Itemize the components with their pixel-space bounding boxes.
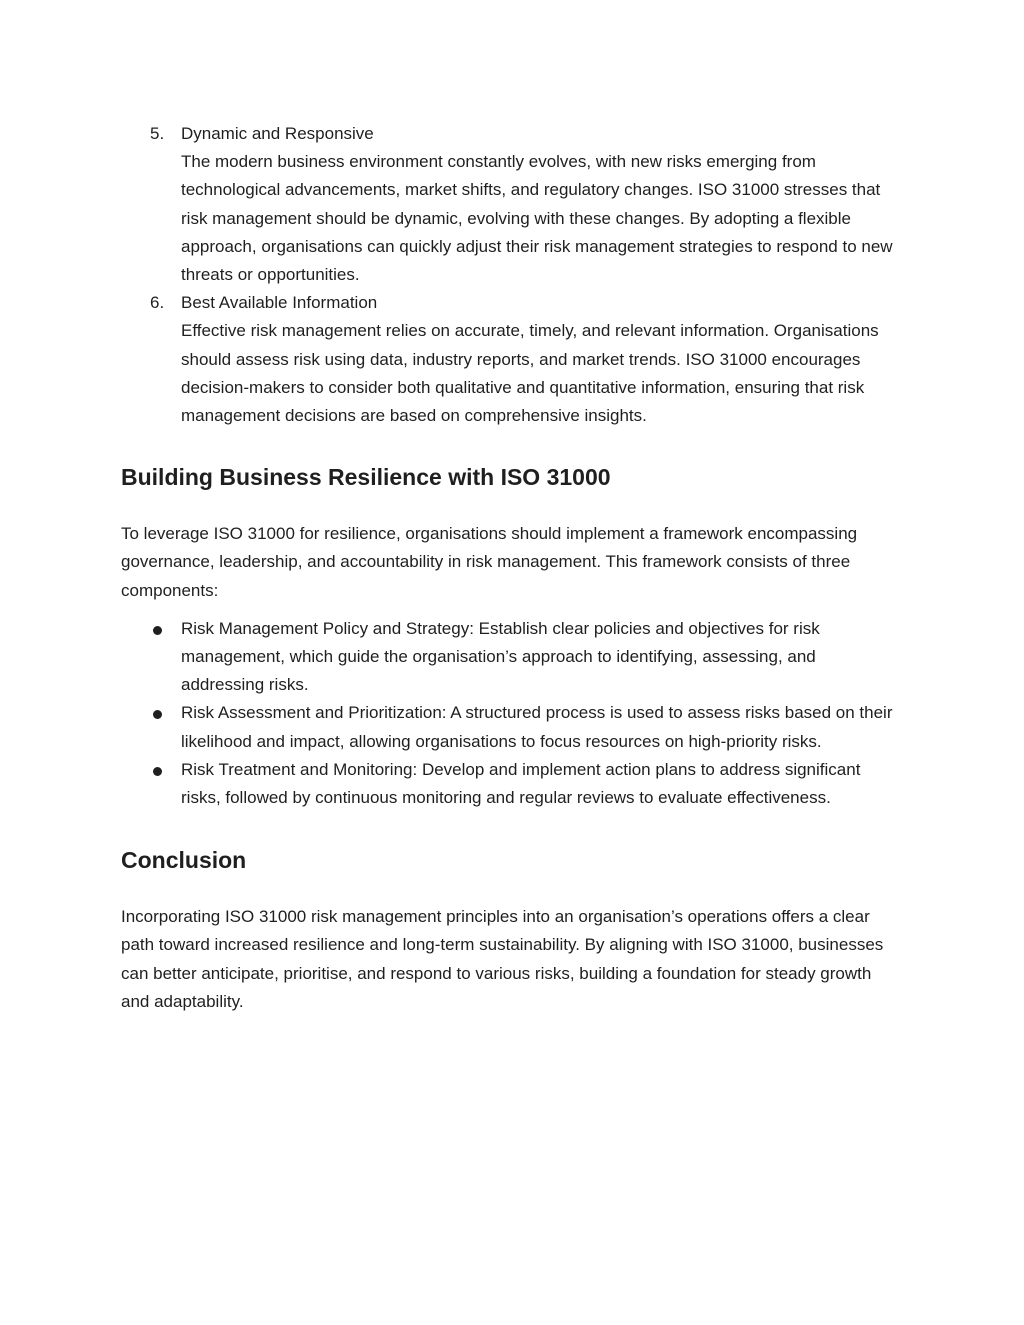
building-intro-paragraph: To leverage ISO 31000 for resilience, organisations should implement a framework encompassing governance, leadership, and accountability in risk management. This framework consists of three components:: [121, 524, 858, 600]
list-item-body: The modern business environment constantly evolves, with new risks emerging from technological advancements, market shifts, and regulatory changes. ISO 31000 stresses that risk management should be dynamic, evolving with these changes. By adopting a flexible approach, organisations can quickly adjust their risk management strategies to respond to new threats or opportunities.: [181, 152, 893, 285]
bullet-text: Risk Treatment and Monitoring: Develop and implement action plans to address significant risks, followed by continuous monitoring and regular reviews to evaluate effectiveness.: [181, 759, 861, 808]
bullet-text: Risk Management Policy and Strategy: Establish clear policies and objectives for risk management, which guide the organisation’s approach to identifying, assessing, and addressing risks.: [181, 618, 820, 695]
list-item-title: Best Available Information: [181, 293, 378, 313]
list-item: [121, 615, 901, 700]
conclusion-paragraph: Incorporating ISO 31000 risk management principles into an organisation’s operations offers a clear path toward increased resilience and long-term sustainability. By aligning with ISO 31000, businesses can better anticipate, prioritise, and respond to various risks, building a foundation for steady growth and adaptability.: [121, 907, 884, 1011]
bullet-icon: [153, 626, 162, 635]
document-page: [121, 120, 901, 1016]
bullet-icon: [153, 710, 162, 719]
bullet-text: Risk Assessment and Prioritization: A structured process is used to assess risks based on their likelihood and impact, allowing organisations to focus resources on high-priority risks.: [181, 703, 893, 751]
list-item-body: Effective risk management relies on accurate, timely, and relevant information. Organisations should assess risk using data, industry reports, and market trends. ISO 31000 encourages decision-makers to consider both qualitative and quantitative information, ensuring that risk management decisions are based on comprehensive insights.: [181, 321, 879, 426]
list-number: 5.: [150, 124, 165, 143]
list-item: [121, 289, 901, 430]
section-heading-building-resilience: Building Business Resilience with ISO 31000: [121, 464, 611, 491]
list-item: [121, 699, 901, 755]
section-heading-conclusion: Conclusion: [121, 847, 247, 874]
list-number: 6.: [150, 293, 165, 313]
components-list: [121, 615, 901, 812]
list-item: [121, 756, 901, 812]
bullet-icon: [153, 767, 162, 776]
list-item-title: Dynamic and Responsive: [181, 124, 374, 143]
list-item: [121, 120, 901, 289]
principles-list: [121, 120, 901, 430]
